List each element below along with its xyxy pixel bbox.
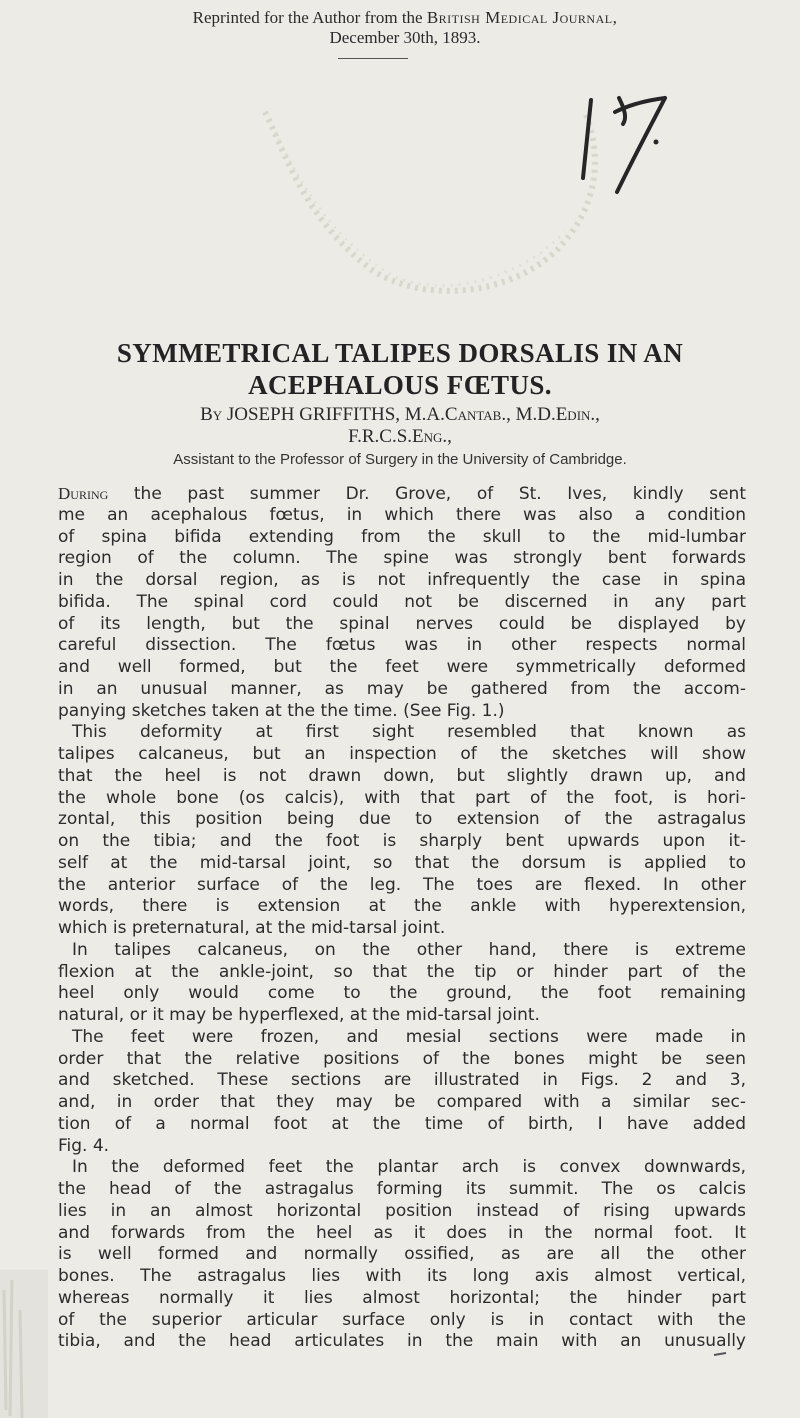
page-edge-smudge: [0, 1270, 48, 1418]
author-affiliation: Assistant to the Professor of Surgery in the University of Cambridge.: [173, 451, 627, 468]
body-line: the head of the astragalus forming its summit. The os calcis: [58, 1179, 746, 1199]
journal-name: British Medical Journal,: [426, 8, 618, 27]
stray-mark: [713, 1351, 727, 1357]
body-line: and sketched. These sections are illustrated in Figs. 2 and 3,: [58, 1070, 746, 1091]
body-line: whereas normally it lies almost horizontal; the hinder part: [58, 1287, 746, 1308]
reprint-notice: [110, 8, 700, 48]
author-line-1: [60, 404, 740, 426]
body-line: the anterior surface of the leg. The toes are flexed. In other: [58, 874, 746, 895]
body-line: is well formed and normally ossified, as are all the other: [58, 1244, 746, 1265]
body-line: of the superior articular surface only is in contact with the: [58, 1309, 746, 1330]
degree-frcs: F.R.C.S.: [348, 426, 413, 447]
body-line: flexion at the ankle-joint, so that the tip or hinder part of the: [58, 961, 746, 982]
body-line: tibia, and the head articulates in the main with an unusually: [58, 1331, 746, 1352]
header-rule: [338, 58, 408, 59]
degree-md: , M.D.: [506, 404, 556, 425]
degree-eng: Eng.: [412, 426, 448, 447]
body-line: of spina bifida extending from the skull to the mid-lumbar: [58, 526, 746, 547]
first-line-rest: the past summer Dr. Grove, of St. Ives, kindly sent: [108, 484, 746, 504]
article-body: [58, 483, 746, 1353]
body-line: zontal, this position being due to extension of the astragalus: [58, 809, 746, 830]
title-line-2: ACEPHALOUS FŒTUS.: [248, 370, 552, 400]
body-line: This deformity at first sight resembled that known as: [72, 722, 746, 743]
body-line: words, there is extension at the ankle with hyperextension,: [58, 896, 746, 917]
author-name: JOSEPH GRIFFITHS, M.A.: [222, 404, 445, 425]
author-line-2: [60, 426, 740, 448]
body-line: in an unusual manner, as may be gathered from the accom-: [58, 678, 746, 699]
body-line: of its length, but the spinal nerves could be displayed by: [58, 613, 746, 634]
body-line: lies in an almost horizontal position instead of rising upwards: [58, 1200, 746, 1221]
article-title: [70, 337, 730, 401]
handwritten-number: [555, 70, 675, 200]
body-line: self at the mid-tarsal joint, so that the dorsum is applied to: [58, 852, 746, 873]
body-line: and well formed, but the feet were symmetrically deformed: [58, 657, 746, 677]
body-line: that the heel is not drawn down, but slightly drawn up, and: [58, 765, 746, 786]
body-line: order that the relative positions of the bones might be seen: [58, 1048, 746, 1069]
body-line: and forwards from the heel as it does in the normal foot. It: [58, 1222, 746, 1243]
body-line: the whole bone (os calcis), with that part of the foot, is hori-: [58, 787, 746, 808]
body-line: [58, 483, 746, 505]
by-word: By: [200, 404, 223, 425]
reprint-prefix: Reprinted for the Author from the: [192, 8, 427, 27]
body-line: panying sketches taken at the the time. (See Fig. 1.): [58, 700, 505, 721]
body-line: talipes calcaneus, but an inspection of the sketches will show: [58, 744, 746, 764]
body-line: me an acephalous fœtus, in which there was also a condition: [58, 504, 746, 525]
author-line-2-end: ,: [447, 426, 452, 447]
body-line: In talipes calcaneus, on the other hand, there is extreme: [72, 939, 746, 960]
reprint-line: [110, 8, 700, 28]
author-line-1-end: ,: [595, 404, 600, 425]
degree-cantab: Cantab.: [444, 404, 507, 425]
body-line: natural, or it may be hyperflexed, at the mid-tarsal joint.: [58, 1005, 540, 1025]
drop-word: During: [58, 484, 109, 503]
body-line: The feet were frozen, and mesial sections were made in: [72, 1026, 746, 1047]
author-byline: [60, 404, 740, 448]
title-line-1: SYMMETRICAL TALIPES DORSALIS IN AN: [116, 338, 684, 368]
body-line: which is preternatural, at the mid-tarsal joint.: [58, 918, 446, 938]
body-line: Fig. 4.: [58, 1135, 110, 1156]
body-line: region of the column. The spine was strongly bent forwards: [58, 548, 746, 569]
body-line: In the deformed feet the plantar arch is convex downwards,: [72, 1157, 746, 1178]
body-line: bifida. The spinal cord could not be discerned in any part: [58, 591, 746, 612]
body-line: bones. The astragalus lies with its long axis almost vertical,: [58, 1266, 746, 1286]
degree-edin: Edin.: [555, 404, 596, 425]
body-line: and, in order that they may be compared with a similar sec-: [58, 1092, 746, 1112]
body-line: in the dorsal region, as is not infrequently the case in spina: [58, 570, 746, 590]
body-line: heel only would come to the ground, the foot remaining: [58, 983, 746, 1004]
body-line: tion of a normal foot at the time of birth, I have added: [58, 1113, 746, 1134]
reprint-date: December 30th, 1893.: [329, 28, 481, 47]
body-line: on the tibia; and the foot is sharply bent upwards upon it-: [58, 831, 746, 851]
body-line: careful dissection. The fœtus was in other respects normal: [58, 635, 746, 656]
